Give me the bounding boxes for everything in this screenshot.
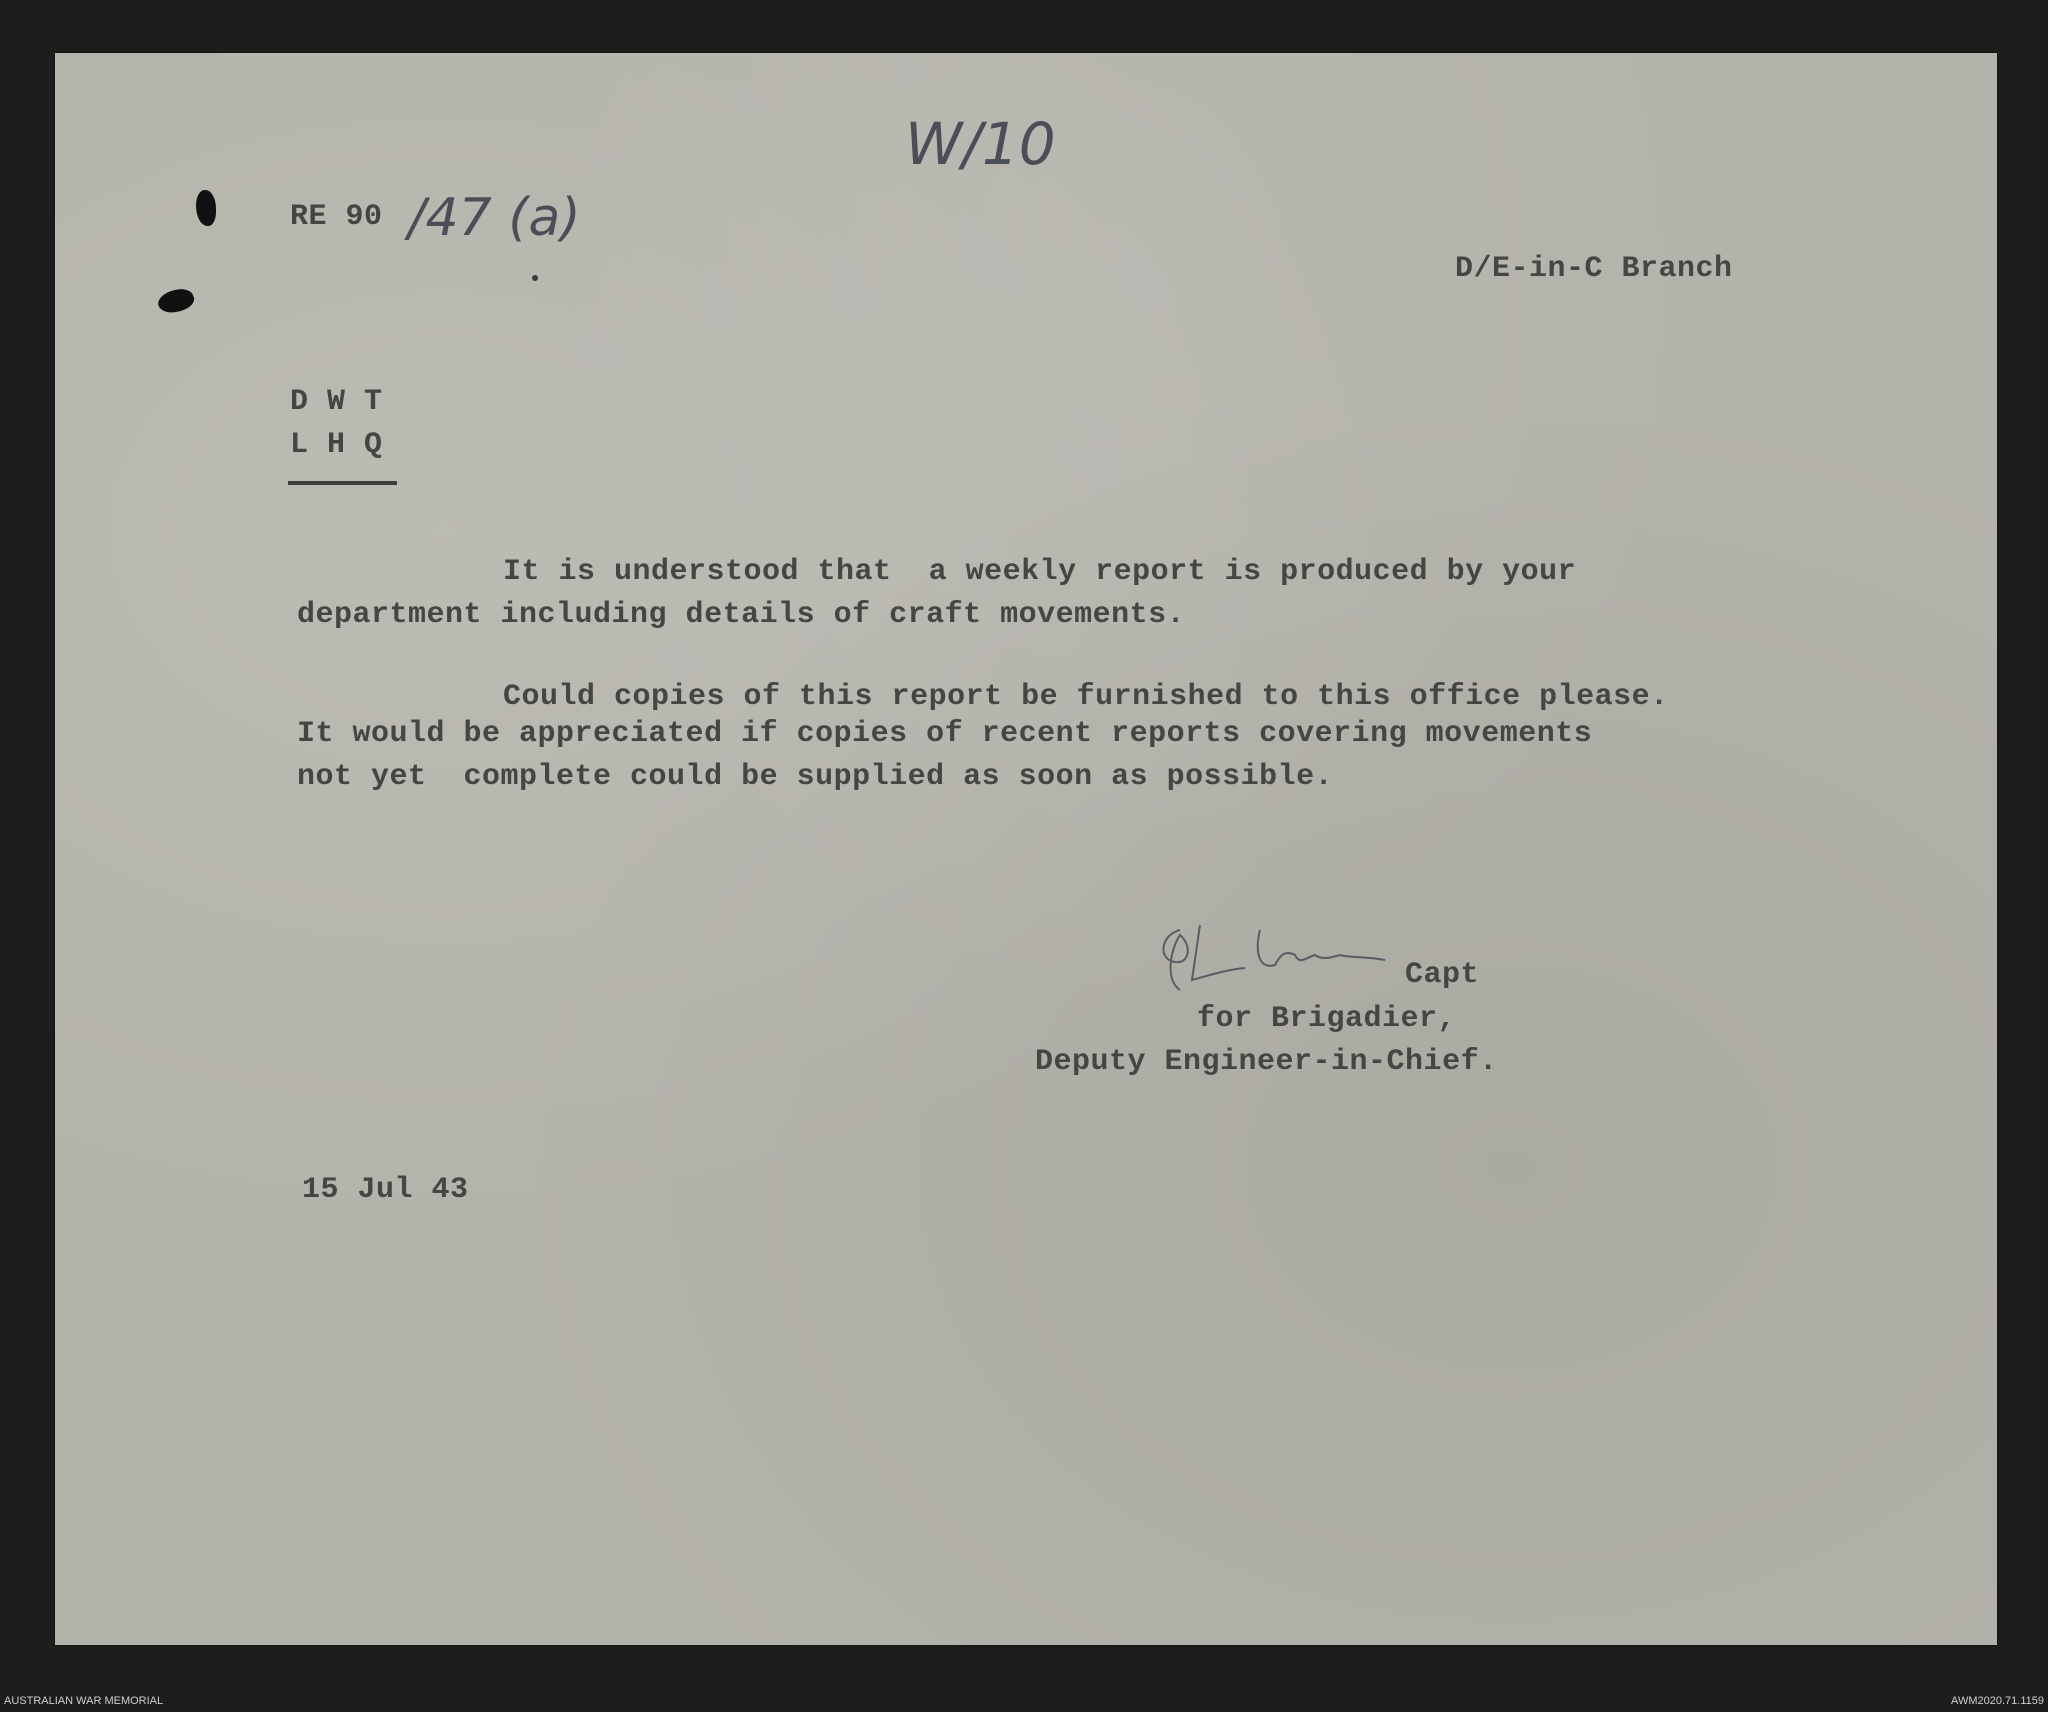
document-date: 15 Jul 43 (302, 1173, 469, 1207)
addressee-line-2: L H Q (290, 428, 383, 462)
handwritten-file-number: /47 (a) (408, 188, 581, 248)
paragraph-1-line-1: It is understood that a weekly report is produced by your (503, 555, 1577, 589)
addressee-underline (288, 481, 397, 485)
footer-accession-number: AWM2020.71.1159 (1951, 1695, 2044, 1707)
handwritten-top-note: W/10 (905, 110, 1056, 178)
paragraph-2-line-3: not yet complete could be supplied as soon as possible. (297, 760, 1334, 794)
addressee-line-1: D W T (290, 385, 383, 419)
punch-hole-top (196, 190, 216, 226)
signature-title-line: Deputy Engineer-in-Chief. (1035, 1045, 1498, 1079)
reference-number: RE 90 (290, 200, 383, 234)
paragraph-1-line-2: department including details of craft movements. (297, 598, 1186, 632)
handwritten-signature (1150, 910, 1420, 1000)
signature-rank: Capt (1405, 958, 1480, 992)
handwritten-dot (532, 275, 538, 281)
branch-name: D/E-in-C Branch (1455, 252, 1733, 286)
footer-institution: AUSTRALIAN WAR MEMORIAL (4, 1695, 164, 1707)
signature-for-line: for Brigadier, (1197, 1002, 1457, 1036)
paragraph-2-line-2: It would be appreciated if copies of recent reports covering movements (297, 717, 1593, 751)
paragraph-2-line-1: Could copies of this report be furnished to this office please. (503, 680, 1669, 714)
document-sheet (55, 53, 1997, 1645)
